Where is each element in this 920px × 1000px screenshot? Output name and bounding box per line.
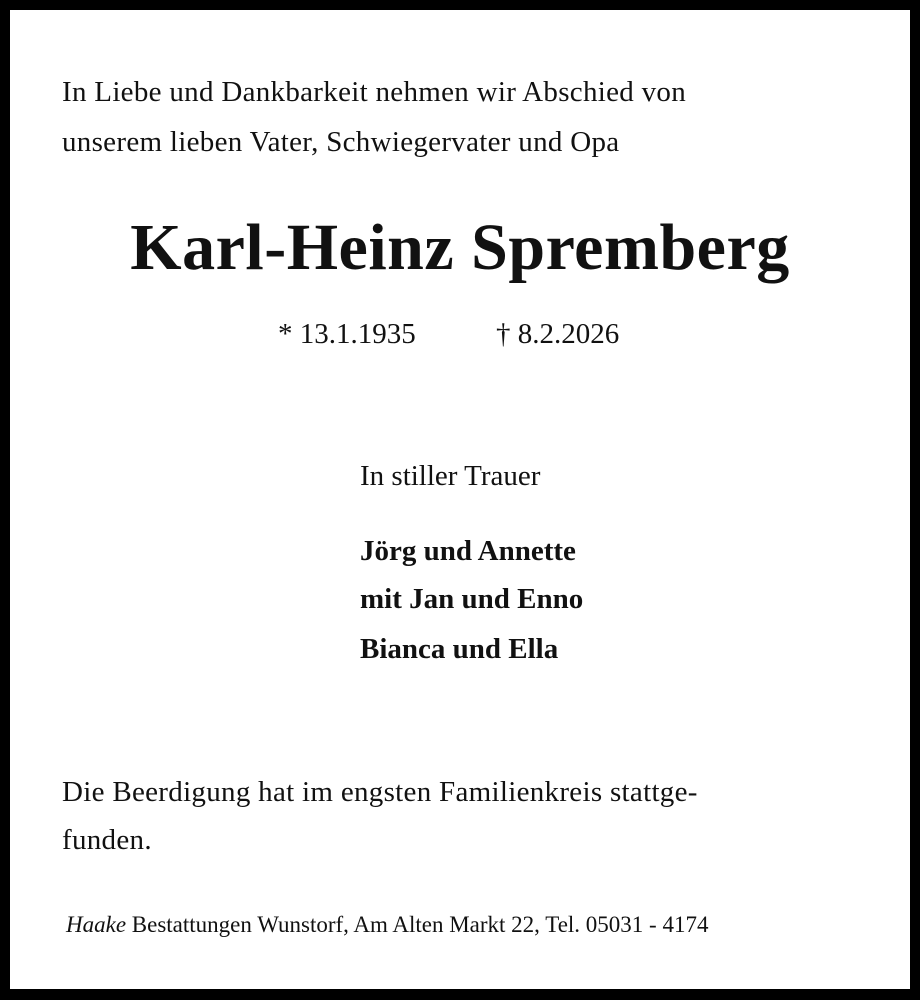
funeral-home-details: Bestattungen Wunstorf, Am Alten Markt 22, Tel. 05031 - 4174 bbox=[131, 912, 709, 937]
funeral-home-footer bbox=[66, 912, 708, 938]
family-line-2: mit Jan und Enno bbox=[360, 583, 584, 615]
birth-date: * 13.1.1935 bbox=[278, 318, 416, 350]
family-line-3: Bianca und Ella bbox=[360, 633, 559, 665]
family-line-1: Jörg und Annette bbox=[360, 535, 576, 567]
deceased-name: Karl-Heinz Spremberg bbox=[130, 211, 790, 284]
intro-line-1: In Liebe und Dankbarkeit nehmen wir Abschied von bbox=[62, 76, 687, 108]
intro-line-2: unserem lieben Vater, Schwiegervater und Opa bbox=[62, 126, 620, 158]
mourning-label: In stiller Trauer bbox=[360, 460, 541, 492]
death-date: † 8.2.2026 bbox=[496, 318, 620, 350]
funeral-line-2: funden. bbox=[62, 824, 152, 856]
funeral-home-brand: Haake bbox=[66, 912, 127, 937]
funeral-line-1: Die Beerdigung hat im engsten Familienkreis stattge- bbox=[62, 776, 698, 808]
